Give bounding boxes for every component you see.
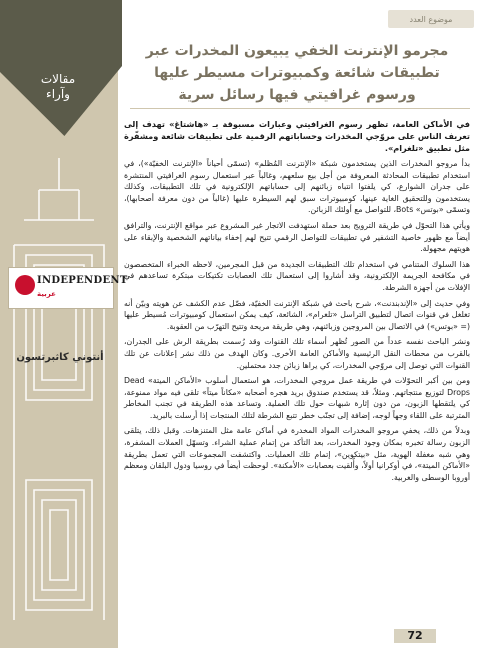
arabesque-pattern: [4, 150, 114, 620]
article-paragraph: بدأ مروجو المخدرات الذين يستخدمون شبكة «الإنترنت المُظلم» (تسمّى أحياناً «الإنترنت الخفيّة»)، في استخدام تطبيقات المحادثة المعروفة من أجل بيع سلعهم، وغالباً عبر استعمال رسوم الغرافيتي المنتشرة على جدران الشوارع، كي يلفتوا انتباه زبائنهم إلى حساباتهم الإلكترونية في تلك التطبيقات، وكذلك يستخدمون وللتحقيق الغاية عينها، كومبيوترات سبق لهم السيطرة عليها (غالباً من دون معرفة أصحابها)، وتسمّى «بوتس» Bots، للتواصل مع أولئك الزبائن.: [124, 159, 470, 215]
article-paragraph: وبدلاً من ذلك، يخفي مروجو المخدرات المواد المخدرة في أماكن عامة مثل المتنزهات. وقبل ذلك، يتلقى الزبون رسالة تخبره بمكان وجود المخدرات، بعد التأكد من إتمام عملية الشراء. وتسهّل العملات المشفرة، وهي شبه مغفلة الهوية، مثل «بيتكوين»، إتمام تلك العمليات. واكتشفت المجموعات التي تعمل بطريقة «الأماكن الميتة»، في أوكرانيا أولاً، وأُلقيت بعصابات «الأمكنة». لوحظت أيضاً في روسيا ودول البلقان ومعظم أوروبا الوسطى والغربية.: [124, 426, 470, 482]
section-label-line-2: وآراء: [46, 87, 70, 101]
article-paragraph: ويأتي هذا التحوّل في طريقة الترويج بعد حملة استهدفت الاتجار غير المشروع عبر مواقع الإنترنت، والترافق أيضاً مع ظهور خاصية التشفير في تطبيقات للتواصل الرقمي تتيح لهم إخفاء بياناتهم الشخصية والإبقاء على هويتهم مجهولة.: [124, 220, 470, 254]
eagle-icon: [15, 275, 35, 295]
page-number: 72: [394, 629, 436, 643]
headline-line: ورسوم غرافيتي فيها رسائل سرية: [178, 87, 416, 103]
issue-topic-tab: [388, 10, 474, 28]
author-name: أنتوني كاثبرتسون: [16, 352, 104, 363]
independent-arabia-logo: [8, 267, 128, 309]
issue-topic-label: موضوع العدد: [409, 14, 453, 24]
headline-line: تطبيقات شائعة وكمبيوترات مسيطر عليها: [154, 65, 440, 81]
headline-line: مجرمو الإنترنت الخفي يبيعون المخدرات عبر: [145, 43, 449, 59]
article-lead: في الأماكن العامة، تظهر رسوم الغرافيتي وعبارات مسبوقة بـ «هاشتاغ» تهدف إلى تعريف الناس على مروّجي المخدرات وحساباتهم الرقمية على تطبيقات شائعة ومشفّرة مثل تطبيق «تلغرام».: [124, 119, 470, 153]
article-paragraph: وفي حديث إلى «الإندبندنت»، شرح باحث في شبكة الإنترنت الخفيّة، فضّل عدم الكشف عن هويته وبيّن أنه تغلغل في قنوات اتصال لتطبيق التراسل «تلغرام»، الشائعة، كيف يمكن استعمال كومبيوترات مُسيطر عليها (= «بوتس») في الاتصال بين المروجين وزبائنهم، وهي طريقة مريحة وتتيح التهرّب من العقوبة.: [124, 298, 470, 331]
article-paragraph: ونشر الباحث نفسه عدداً من الصور تُظهر أسماء تلك القنوات وقد رُسمت بطريقة الرش على الجدران، بالقرب من محطات النقل الرئيسية والأماكن العامة الأخرى. وكان الهدف من ذلك نشر إعلانات عن تلك القنوات التي توصل إلى مروّجي المخدرات، كي يراها زبائن جدد محتملين.: [124, 337, 470, 370]
headline-divider: [130, 108, 470, 109]
article-paragraph: هذا السلوك المتنامي في استخدام تلك التطبيقات الجديدة من قبل المجرمين، لاحظه الخبراء المتخصصون في مكافحة الجريمة الإلكترونية، وقد أشاروا إلى استعمال تلك العصابات تكتيكات مبتكرة تساعدهم في الإفلات من أجهزة الشرطة.: [124, 259, 470, 292]
left-sidebar: [0, 0, 128, 648]
article-paragraph: ومن بين أكبر التحوّلات في طريقة عمل مروجي المخدرات، هو استعمال أسلوب «الأماكن الميتة» Dead Drops لتوزيع منتجاتهم. ومثلاً، قد يستخدم صندوق بريد هجره أصحابه «مكاناً ميتاً» تلقى فيه مواد ممنوعة، كي يلتقطها الزبون، من دون إثارة شبهات حول تلك العملية. وتساعد هذه الطريقة في تجنب المخاطر المترتبة على اللقاء وجهاً لوجه، إضافة إلى تجنّب خطر تتبع الشرطة لتلك المنتجات إذا أرسلت بالبريد.: [124, 376, 470, 420]
article-headline: [124, 40, 470, 106]
section-label-line-1: مقالات: [40, 72, 76, 86]
article-body: [124, 118, 470, 483]
section-label: [18, 72, 98, 102]
logo-subtitle: عربية: [37, 290, 56, 298]
logo-wordmark: INDEPENDENT: [37, 275, 128, 286]
section-banner: [0, 0, 122, 136]
